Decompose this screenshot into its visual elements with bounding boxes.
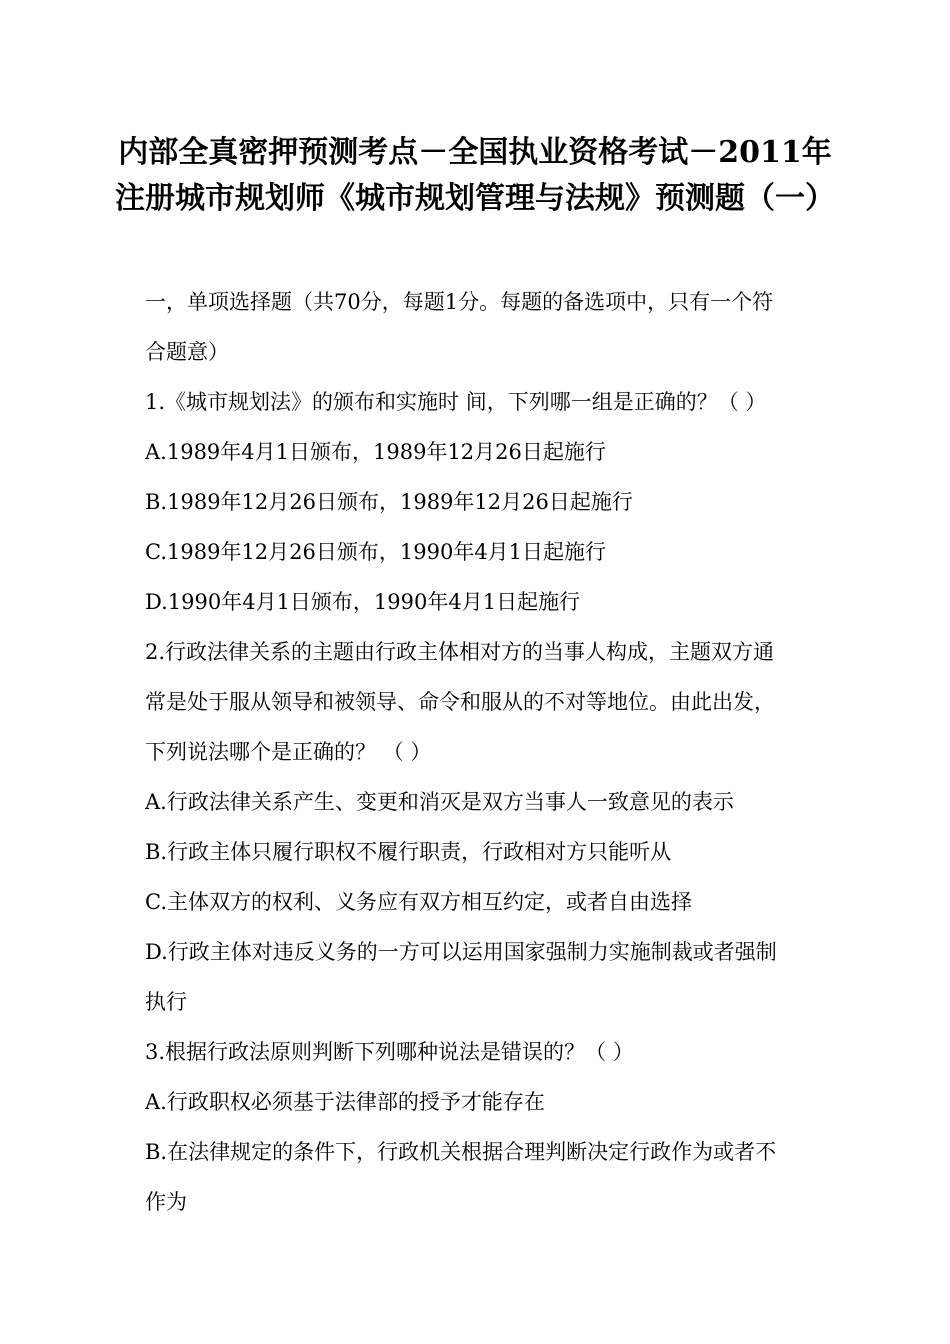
question-2-continued: 常是处于服从领导和被领导、命令和服从的不对等地位。由此出发， bbox=[145, 690, 775, 714]
question-3-option-b: B.在法律规定的条件下，行政机关根据合理判断决定行政作为或者不 bbox=[145, 1140, 777, 1164]
question-2-option-b: B.行政主体只履行职权不履行职责，行政相对方只能听从 bbox=[145, 840, 672, 864]
question-3: 3.根据行政法原则判断下列哪种说法是错误的？（ ） bbox=[145, 1040, 634, 1064]
question-1-option-d: D.1990年4月1日颁布，1990年4月1日起施行 bbox=[145, 590, 581, 614]
question-1: 1.《城市规划法》的颁布和实施时 间，下列哪一组是正确的？（ ） bbox=[145, 390, 767, 414]
question-3-option-a: A.行政职权必须基于法律部的授予才能存在 bbox=[145, 1090, 545, 1114]
question-1-option-c: C.1989年12月26日颁布，1990年4月1日起施行 bbox=[145, 540, 607, 564]
question-2-option-d: D.行政主体对违反义务的一方可以运用国家强制力实施制裁或者强制 bbox=[145, 940, 777, 964]
question-1-option-b: B.1989年12月26日颁布，1989年12月26日起施行 bbox=[145, 490, 633, 514]
question-2-continued: 下列说法哪个是正确的？ （ ） bbox=[145, 740, 432, 764]
document-body bbox=[145, 277, 845, 1227]
question-2: 2.行政法律关系的主题由行政主体相对方的当事人构成，主题双方通 bbox=[145, 640, 775, 664]
question-2-option-d-continued: 执行 bbox=[145, 990, 187, 1014]
question-2-option-c: C.主体双方的权利、义务应有双方相互约定，或者自由选择 bbox=[145, 890, 692, 914]
question-2-option-a: A.行政法律关系产生、变更和消灭是双方当事人一致意见的表示 bbox=[145, 790, 734, 814]
question-1-option-a: A.1989年4月1日颁布，1989年12月26日起施行 bbox=[145, 440, 606, 464]
section-heading: 一，单项选择题（共70分，每题1分。每题的备选项中，只有一个符 bbox=[145, 290, 774, 314]
question-3-option-b-continued: 作为 bbox=[145, 1190, 187, 1214]
section-heading-continued: 合题意） bbox=[145, 340, 229, 364]
document-title-line-1: 内部全真密押预测考点－全国执业资格考试－2011年 bbox=[118, 135, 832, 170]
document-title-line-2: 注册城市规划师《城市规划管理与法规》预测题（一） bbox=[115, 181, 835, 216]
